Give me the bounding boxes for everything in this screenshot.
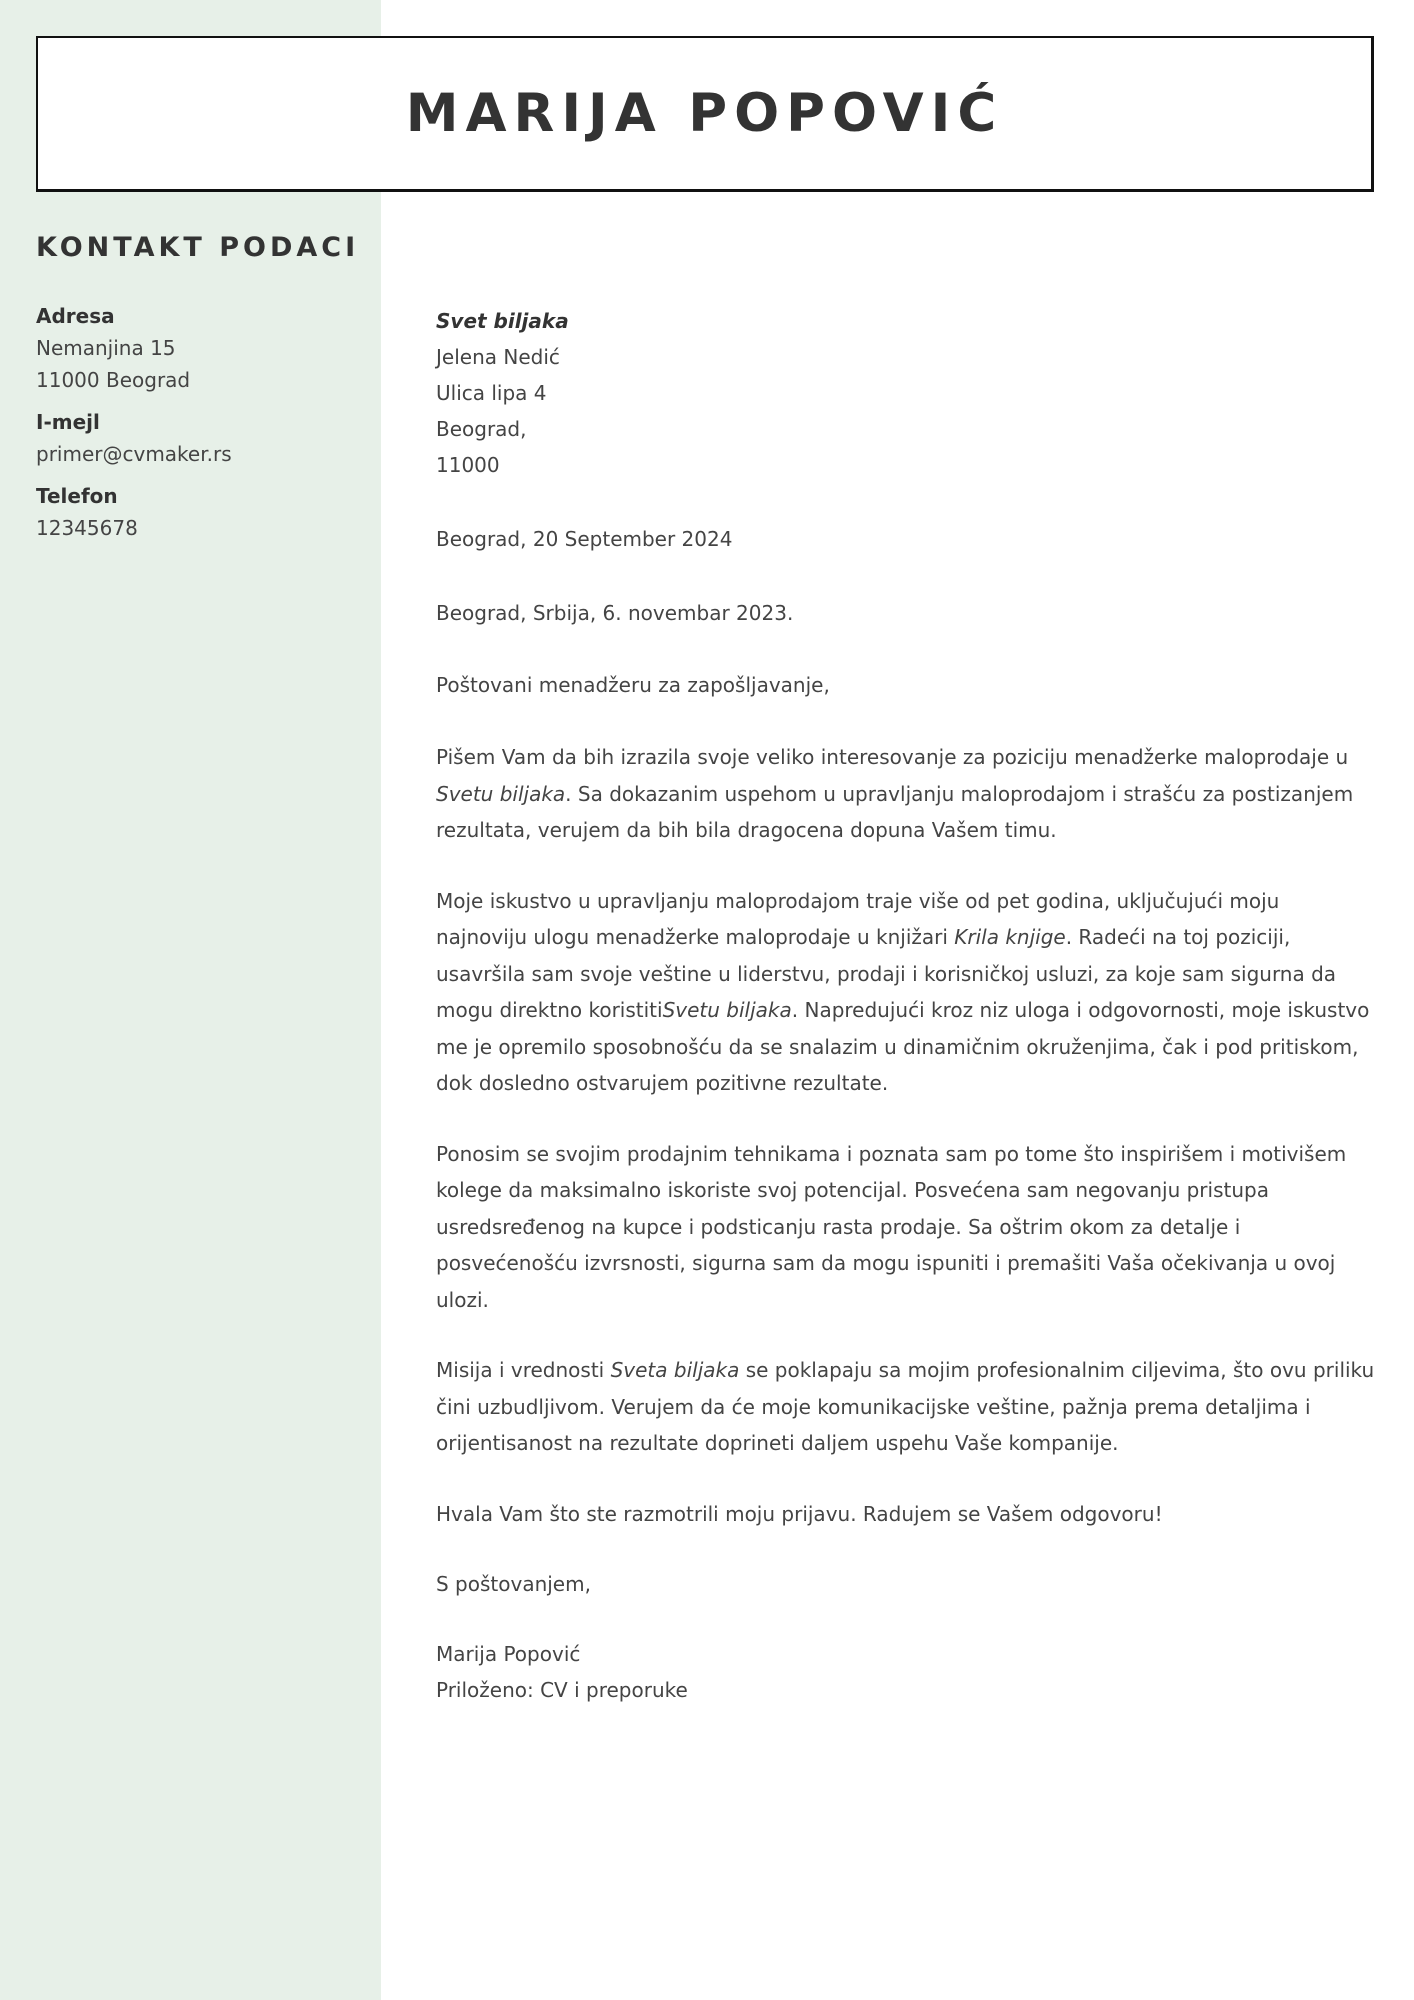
recipient-person: Jelena Nedić bbox=[436, 345, 560, 369]
paragraph-4: Misija i vrednosti Sveta biljaka se poklapaju sa mojim profesionalnim ciljevima, što ovu priliku čini uzbudljivom. Verujem da će moje komunikacijske veštine, pažnja prema detaljima i orijentisanost na rezultate doprineti daljem uspehu Vaše kompanije. bbox=[436, 1358, 1375, 1455]
recipient-city: Beograd, bbox=[436, 417, 527, 441]
recipient-street: Ulica lipa 4 bbox=[436, 381, 547, 405]
paragraph-5: Hvala Vam što ste razmotrili moju prijavu. Radujem se Vašem odgovoru! bbox=[436, 1501, 1163, 1526]
paragraph-2: Moje iskustvo u upravljanju maloprodajom traje više od pet godina, uključujući moju najnoviju ulogu menadžerke maloprodaje u knjižari Krila knjige. Radeći na toj poziciji, usavršila sam svoje veštine u liderstvu, prodaji i korisničkoj usluzi, za koje sam sigurna da mogu direktno koristitiSvetu biljaka. Napredujući kroz niz uloga i odgovornosti, moje iskustvo me je opremilo sposobnošću da se snalazim u dinamičnim okruženjima, čak i pod pritiskom, dok dosledno ostvarujem pozitivne rezultate. bbox=[436, 888, 1370, 1095]
email-label: I-mejl bbox=[36, 410, 100, 434]
name-header bbox=[36, 36, 1374, 192]
candidate-name: MARIJA POPOVIĆ bbox=[405, 83, 1004, 144]
email-value: primer@cvmaker.rs bbox=[36, 442, 232, 466]
place-date: Beograd, Srbija, 6. novembar 2023. bbox=[436, 601, 794, 625]
recipient-block bbox=[436, 303, 1376, 483]
paragraph-1: Pišem Vam da bih izrazila svoje veliko interesovanje za poziciju menadžerke maloprodaje u Svetu biljaka. Sa dokazanim uspehom u upravljanju maloprodajom i strašću za postizanjem rezultata, verujem da bih bila dragocena dopuna Vašem timu. bbox=[436, 745, 1354, 842]
contact-details bbox=[36, 300, 366, 544]
address-label: Adresa bbox=[36, 304, 115, 328]
phone-label: Telefon bbox=[36, 484, 118, 508]
letter-body bbox=[436, 303, 1376, 1708]
phone-value: 12345678 bbox=[36, 516, 138, 540]
address-line-2: 11000 Beograd bbox=[36, 368, 191, 392]
address-line-1: Nemanjina 15 bbox=[36, 336, 176, 360]
salutation: Poštovani menadžeru za zapošljavanje, bbox=[436, 673, 830, 697]
attachment-note: Priloženo: CV i preporuke bbox=[436, 1677, 688, 1702]
recipient-company: Svet biljaka bbox=[436, 309, 569, 333]
signature: Marija Popović bbox=[436, 1641, 581, 1666]
contact-section-title: KONTAKT PODACI bbox=[36, 232, 360, 263]
recipient-zip: 11000 bbox=[436, 453, 500, 477]
paragraph-3: Ponosim se svojim prodajnim tehnikama i poznata sam po tome što inspirišem i motivišem kolege da maksimalno iskoriste svoj potencijal. Posvećena sam negovanju pristupa usredsređenog na kupce i podsticanju rasta prodaje. Sa oštrim okom za detalje i posvećenošću izvrsnosti, sigurna sam da mogu ispuniti i premašiti Vaša očekivanja u ovoj ulozi. bbox=[436, 1141, 1347, 1312]
letter-date: Beograd, 20 September 2024 bbox=[436, 527, 733, 551]
closing: S poštovanjem, bbox=[436, 1571, 591, 1596]
